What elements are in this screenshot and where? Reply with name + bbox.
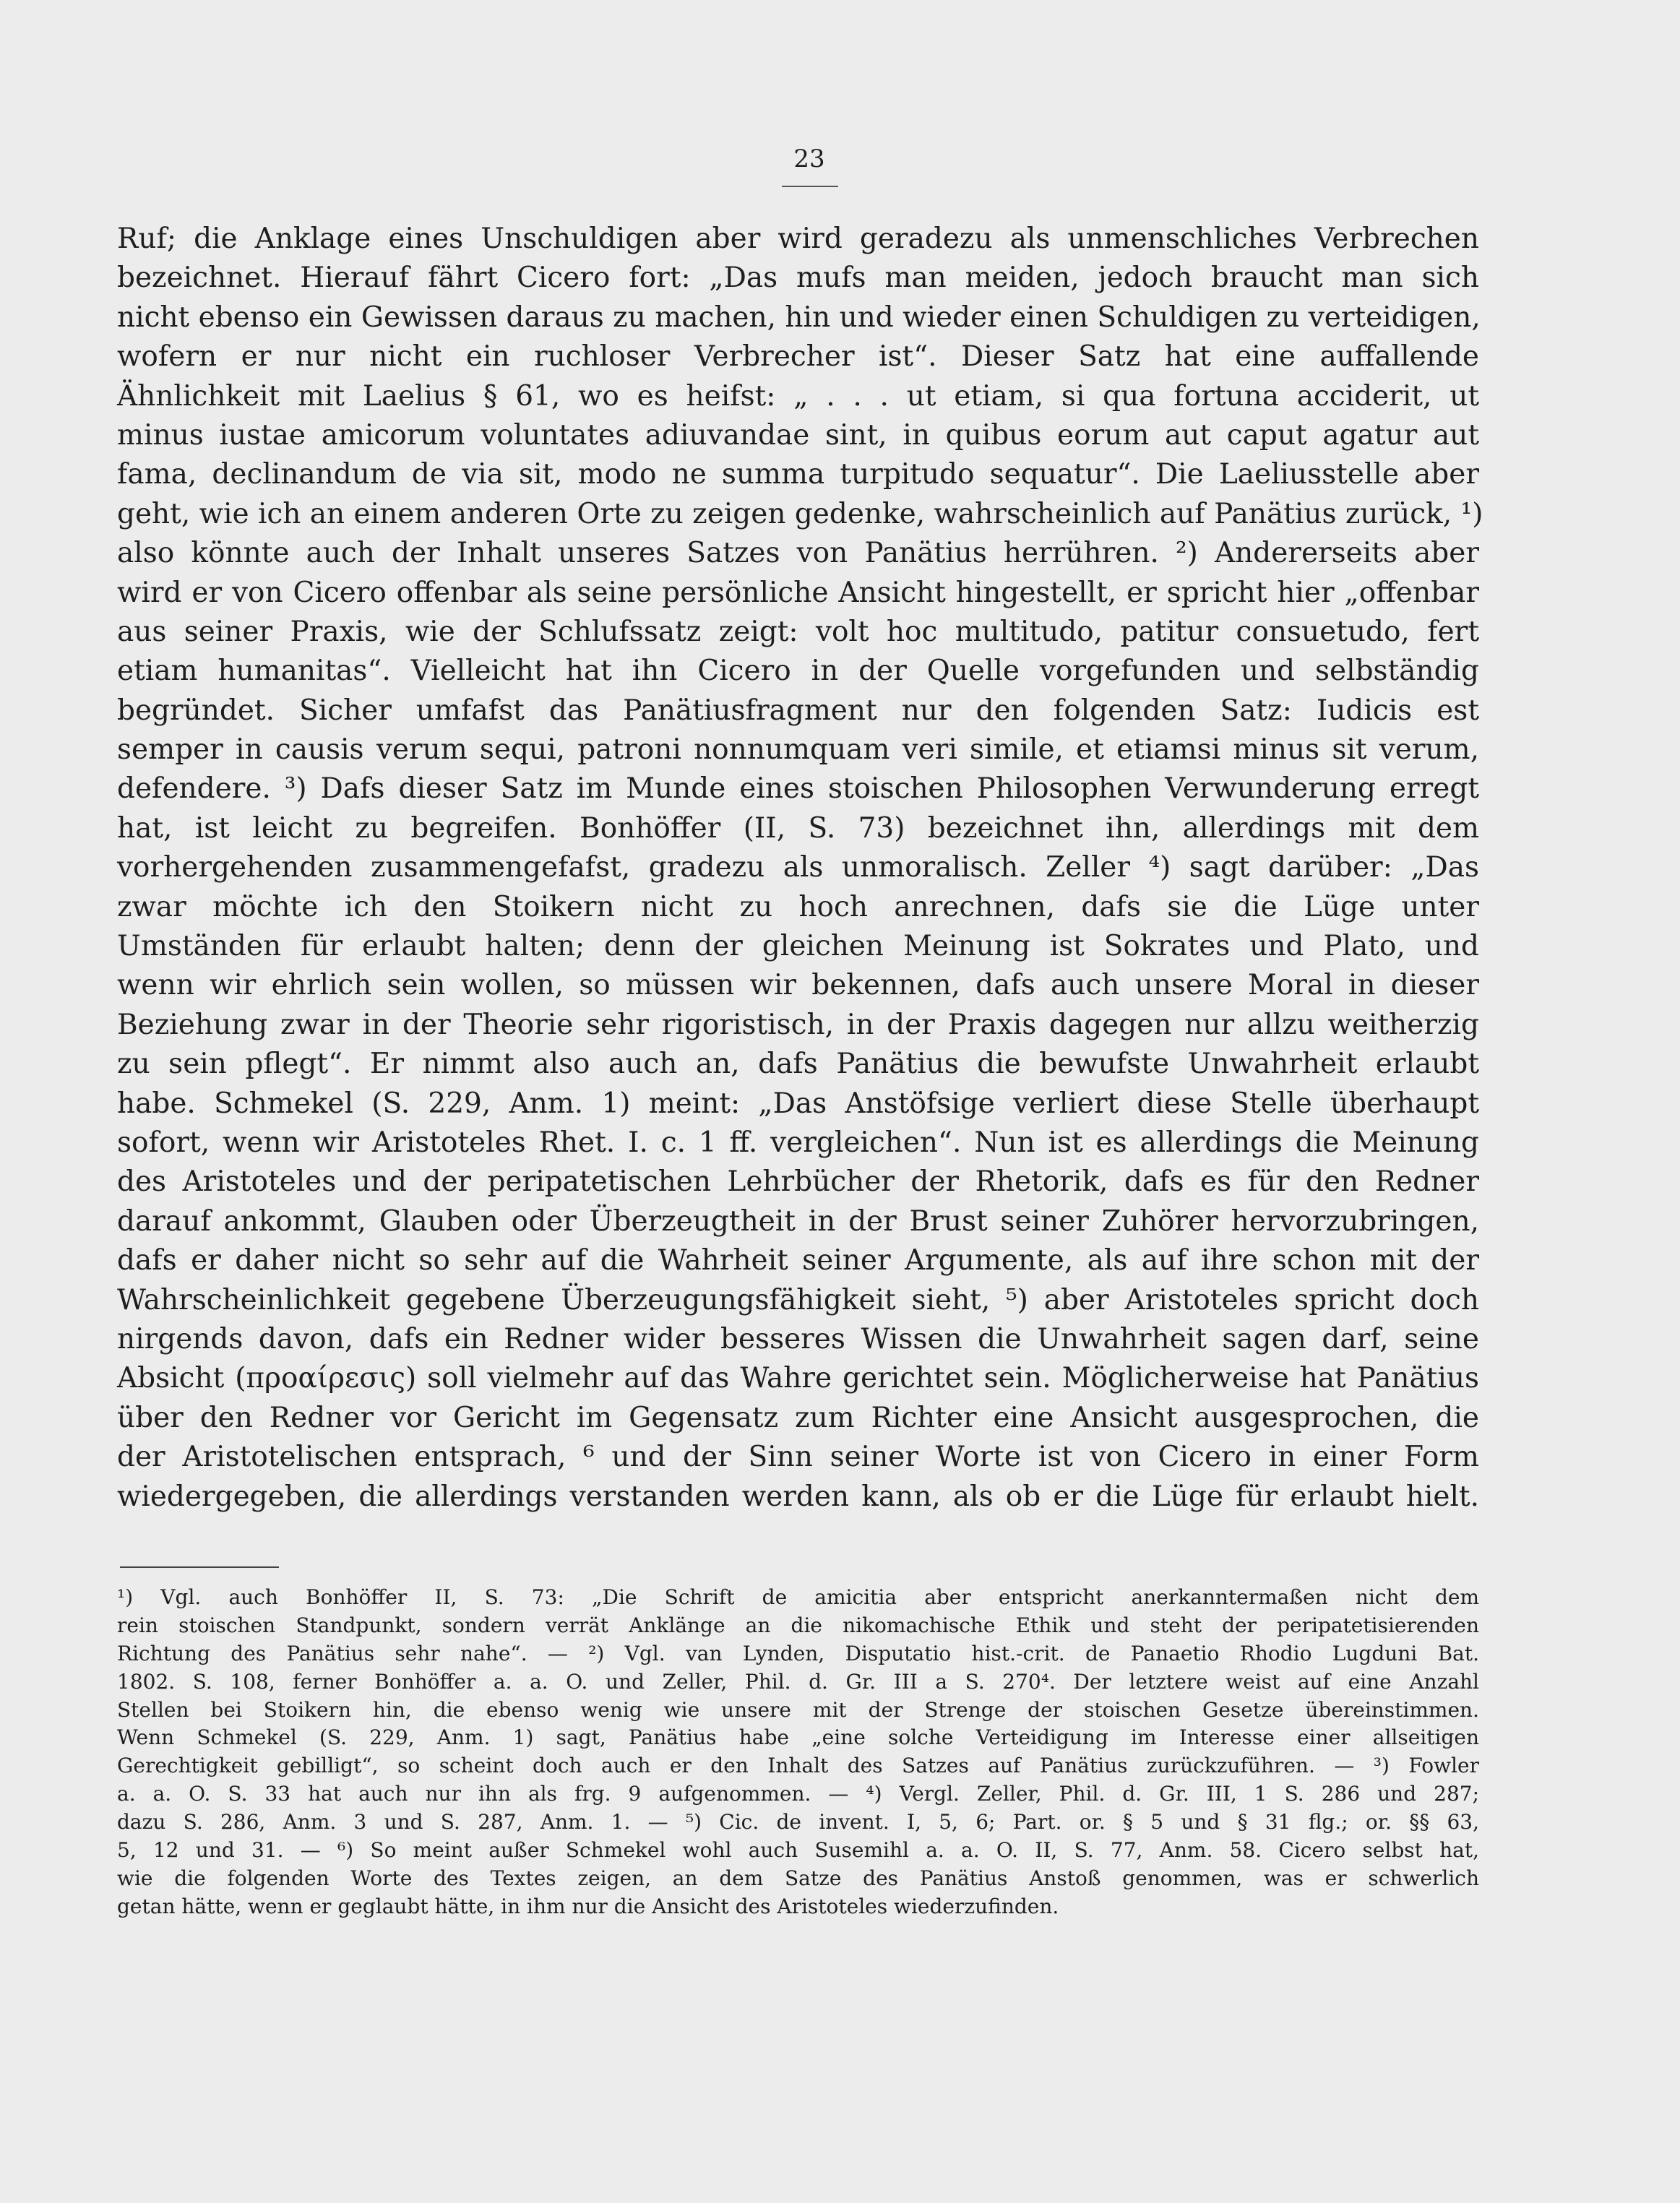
- text-line: wird er von Cicero offenbar als seine persönliche Ansicht hingestellt, er spricht hier „offenbar: [117, 576, 1479, 609]
- footnote-line: getan hätte, wenn er geglaubt hätte, in ihm nur die Ansicht des Aristoteles wiederzufinden.: [117, 1894, 1059, 1918]
- text-line: Wahrscheinlichkeit gegebene Überzeugungsfähigkeit sieht, ⁵) aber Aristoteles spricht doch: [117, 1283, 1479, 1316]
- text-line: Umständen für erlaubt halten; denn der gleichen Meinung ist Sokrates und Plato, und: [117, 930, 1479, 963]
- footnote-line: a. a. O. S. 33 hat auch nur ihn als frg. 9 aufgenommen. — ⁴) Vergl. Zeller, Phil. d. Gr. III, 1 S. 286 und 287;: [117, 1782, 1479, 1806]
- text-line: wiedergegeben, die allerdings verstanden werden kann, als ob er die Lüge für erlaubt hielt.: [117, 1480, 1479, 1513]
- text-line: bezeichnet. Hierauf fährt Cicero fort: „Das mufs man meiden, jedoch braucht man sich: [117, 262, 1479, 295]
- footnote-line: rein stoischen Standpunkt, sondern verrät Anklänge an die nikomachische Ethik und steht der peripatetisierenden: [117, 1613, 1479, 1637]
- footnotes: [117, 1584, 1479, 1921]
- text-line: dafs er daher nicht so sehr auf die Wahrheit seiner Argumente, als auf ihre schon mit der: [117, 1244, 1479, 1277]
- text-line: hat, ist leicht zu begreifen. Bonhöffer (II, S. 73) bezeichnet ihn, allerdings mit dem: [117, 811, 1479, 845]
- text-line: nicht ebenso ein Gewissen daraus zu machen, hin und wieder einen Schuldigen zu verteidigen,: [117, 301, 1481, 334]
- footnote-line: dazu S. 286, Anm. 3 und S. 287, Anm. 1. — ⁵) Cic. de invent. I, 5, 6; Part. or. § 5 und § 31 flg.; or. §§ 63,: [117, 1810, 1479, 1835]
- text-line: Beziehung zwar in der Theorie sehr rigoristisch, in der Praxis dagegen nur allzu weitherzig: [117, 1008, 1479, 1041]
- text-line: sofort, wenn wir Aristoteles Rhet. I. c. 1 ff. vergleichen“. Nun ist es allerdings die Meinung: [117, 1126, 1479, 1159]
- text-line: begründet. Sicher umfafst das Panätiusfragment nur den folgenden Satz: Iudicis est: [117, 694, 1479, 727]
- footnote-separator: [120, 1566, 279, 1568]
- text-line: also könnte auch der Inhalt unseres Satzes von Panätius herrühren. ²) Andererseits aber: [117, 537, 1479, 570]
- text-line: semper in causis verum sequi, patroni nonnumquam veri simile, et etiamsi minus sit verum,: [117, 733, 1479, 767]
- footnote-line: Wenn Schmekel (S. 229, Anm. 1) sagt, Panätius habe „eine solche Verteidigung im Interesse einer allseitigen: [117, 1725, 1479, 1750]
- text-line: fama, declinandum de via sit, modo ne summa turpitudo sequatur“. Die Laeliusstelle aber: [117, 458, 1479, 491]
- text-line: Ähnlichkeit mit Laelius § 61, wo es heifst: „ . . . ut etiam, si qua fortuna acciderit, ut: [117, 379, 1479, 413]
- footnote-line: ¹) Vgl. auch Bonhöffer II, S. 73: „Die Schrift de amicitia aber entspricht anerkanntermaßen nicht dem: [117, 1585, 1479, 1609]
- text-line: etiam humanitas“. Vielleicht hat ihn Cicero in der Quelle vorgefunden und selbständig: [117, 655, 1479, 688]
- main-text: [117, 220, 1483, 1517]
- footnote-line: Gerechtigkeit gebilligt“, so scheint doch auch er den Inhalt des Satzes auf Panätius zurückzuführen. — ³) Fowler: [117, 1754, 1479, 1778]
- text-line: habe. Schmekel (S. 229, Anm. 1) meint: „Das Anstöfsige verliert diese Stelle überhaupt: [117, 1087, 1479, 1120]
- text-line: geht, wie ich an einem anderen Orte zu zeigen gedenke, wahrscheinlich auf Panätius zurück, ¹): [117, 497, 1483, 530]
- footnote-line: wie die folgenden Worte des Textes zeigen, an dem Satze des Panätius Anstoß genommen, was er schwerlich: [117, 1866, 1479, 1890]
- page-number: 23: [793, 145, 825, 173]
- text-line: vorhergehenden zusammengefafst, gradezu als unmoralisch. Zeller ⁴) sagt darüber: „Das: [117, 851, 1479, 884]
- text-line: Ruf; die Anklage eines Unschuldigen aber wird geradezu als unmenschliches Verbrechen: [117, 223, 1479, 255]
- text-line: des Aristoteles und der peripatetischen Lehrbücher der Rhetorik, dafs es für den Redner: [117, 1165, 1479, 1199]
- text-line: minus iustae amicorum voluntates adiuvandae sint, in quibus eorum aut caput agatur aut: [117, 418, 1479, 452]
- text-line: nirgends davon, dafs ein Redner wider besseres Wissen die Unwahrheit sagen darf, seine: [117, 1322, 1479, 1355]
- text-line: defendere. ³) Dafs dieser Satz im Munde eines stoischen Philosophen Verwunderung erregt: [117, 772, 1479, 806]
- footnote-line: 5, 12 und 31. — ⁶) So meint außer Schmekel wohl auch Susemihl a. a. O. II, S. 77, Anm. 58. Cicero selbst hat,: [117, 1838, 1479, 1863]
- footnote-line: Richtung des Panätius sehr nahe“. — ²) Vgl. van Lynden, Disputatio hist.-crit. de Panaetio Rhodio Lugduni Bat.: [117, 1641, 1479, 1665]
- text-line: aus seiner Praxis, wie der Schlufssatz zeigt: volt hoc multitudo, patitur consuetudo, fert: [117, 615, 1479, 648]
- text-line: über den Redner vor Gericht im Gegensatz zum Richter eine Ansicht ausgesprochen, die: [117, 1401, 1479, 1434]
- text-line: zwar möchte ich den Stoikern nicht zu hoch anrechnen, dafs sie die Lüge unter: [117, 890, 1479, 923]
- text-line: der Aristotelischen entsprach, ⁶ und der Sinn seiner Worte ist von Cicero in einer Form: [117, 1441, 1479, 1474]
- text-line: darauf ankommt, Glauben oder Überzeugtheit in der Brust seiner Zuhörer hervorzubringen,: [117, 1204, 1479, 1238]
- footnote-line: Stellen bei Stoikern hin, die ebenso wenig wie unsere mit der Strenge der stoischen Gesetze übereinstimmen.: [117, 1697, 1479, 1722]
- text-line: wofern er nur nicht ein ruchloser Verbrecher ist“. Dieser Satz hat eine auffallende: [117, 340, 1479, 374]
- text-line: wenn wir ehrlich sein wollen, so müssen wir bekennen, dafs auch unsere Moral in dieser: [117, 969, 1479, 1002]
- text-line: zu sein pflegt“. Er nimmt also auch an, dafs Panätius die bewufste Unwahrheit erlaubt: [117, 1048, 1479, 1081]
- text-line: Absicht (προαίρεσις) soll vielmehr auf das Wahre gerichtet sein. Möglicherweise hat Panätius: [117, 1362, 1479, 1395]
- footnote-line: 1802. S. 108, ferner Bonhöffer a. a. O. und Zeller, Phil. d. Gr. III a S. 270⁴. Der letztere weist auf eine Anzahl: [117, 1669, 1479, 1694]
- page-number-rule: [782, 186, 838, 187]
